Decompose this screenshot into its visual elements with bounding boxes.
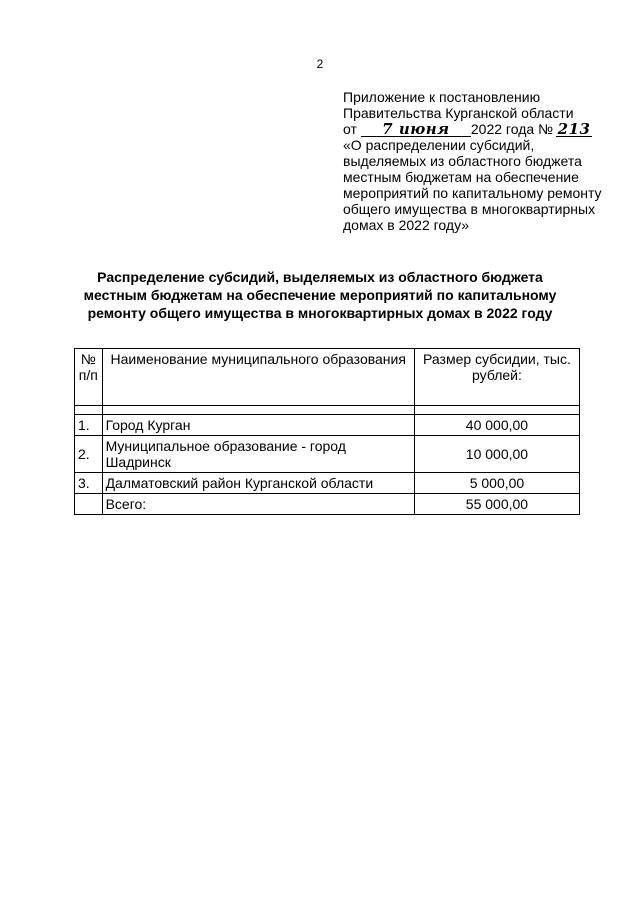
appendix-line: мероприятий по капитальному ремонту (343, 185, 602, 201)
appendix-date-line (343, 121, 623, 137)
row-name: Далматовский район Курганской области (102, 473, 414, 494)
row-amount: 5 000,00 (414, 473, 579, 494)
title-line: Распределение субсидий, выделяемых из областного бюджета (97, 269, 543, 285)
table-row (75, 415, 580, 436)
appendix-line: выделяемых из областного бюджета (343, 153, 582, 169)
table-row (75, 473, 580, 494)
appendix-line: домах в 2022 году» (343, 217, 470, 233)
spacer-cell (414, 406, 579, 415)
total-label: Всего: (102, 494, 414, 515)
document-title (0, 268, 640, 322)
date-blank (361, 122, 471, 137)
from-prefix: от (343, 121, 357, 137)
appendix-line: Правительства Курганской области (343, 105, 574, 121)
table-header-row (75, 349, 580, 406)
page-number: 2 (316, 57, 324, 71)
table-total-row (75, 494, 580, 515)
row-amount: 40 000,00 (414, 415, 579, 436)
appendix-line: местным бюджетам на обеспечение (343, 169, 579, 185)
title-line: местным бюджетам на обеспечение мероприятий по капитальному (83, 287, 557, 303)
handwritten-number: 213 (557, 120, 591, 138)
row-num: 3. (75, 473, 103, 494)
row-num: 1. (75, 415, 103, 436)
appendix-line: Приложение к постановлению (343, 89, 541, 105)
header-amount: Размер субсидии, тыс. рублей: (414, 349, 579, 406)
title-line: ремонту общего имущества в многоквартирных домах в 2022 году (87, 305, 553, 321)
header-name: Наименование муниципального образования (102, 349, 414, 406)
spacer-cell (75, 406, 103, 415)
row-num: 2. (75, 436, 103, 473)
number-blank (556, 122, 592, 137)
appendix-block (343, 89, 623, 233)
row-name: Город Курган (102, 415, 414, 436)
total-num (75, 494, 103, 515)
table-row (75, 436, 580, 473)
row-amount: 10 000,00 (414, 436, 579, 473)
table-spacer-row (75, 406, 580, 415)
subsidies-table (74, 348, 580, 515)
row-name: Муниципальное образование - город Шадринск (102, 436, 414, 473)
appendix-line: общего имущества в многоквартирных (343, 201, 596, 217)
spacer-cell (102, 406, 414, 415)
total-amount: 55 000,00 (414, 494, 579, 515)
year-text: 2022 года № (470, 121, 554, 137)
handwritten-date: 7 июня (382, 120, 450, 138)
header-num: № п/п (75, 349, 103, 406)
appendix-line: «О распределении субсидий, (343, 137, 535, 153)
